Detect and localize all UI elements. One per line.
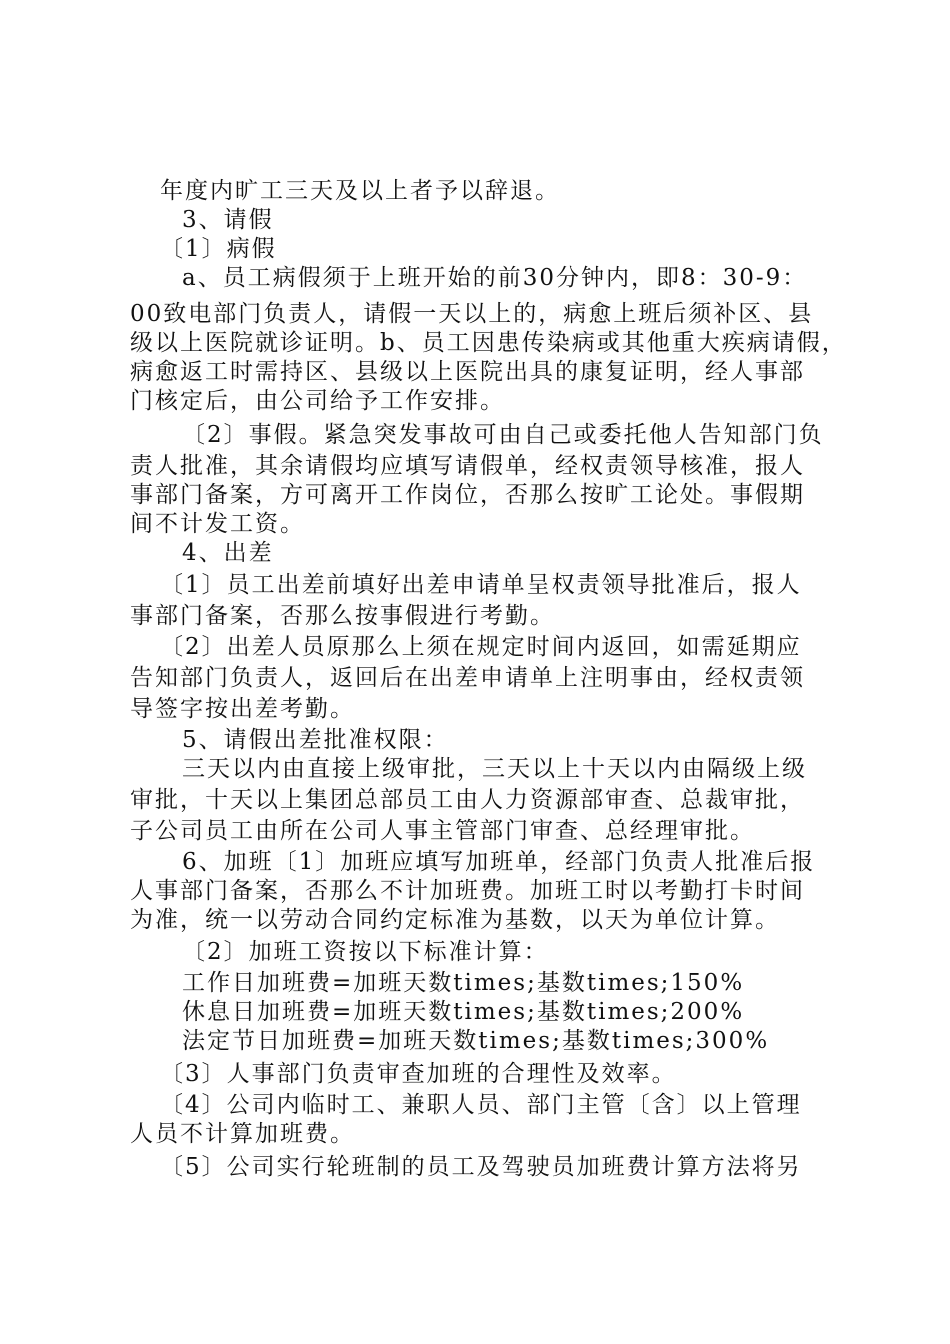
text-line: 事部门备案，方可离开工作岗位，否那么按旷工论处。事假期 [130, 482, 805, 508]
text-line: 年度内旷工三天及以上者予以辞退。 [160, 178, 560, 204]
subsection-heading: 〔1〕病假 [160, 236, 277, 262]
text-line: 00致电部门负责人，请假一天以上的，病愈上班后须补区、县 [130, 301, 814, 327]
text-line: 告知部门负责人，返回后在出差申请单上注明事由，经权责领 [130, 665, 805, 691]
text-line: 〔3〕人事部门负责审查加班的合理性及效率。 [160, 1061, 677, 1087]
section-heading: 5、请假出差批准权限： [182, 727, 449, 753]
text-line: a、员工病假须于上班开始的前30分钟内，即8：30-9： [182, 265, 808, 291]
text-line: 三天以内由直接上级审批，三天以上十天以内由隔级上级 [182, 756, 807, 782]
text-line: 间不计发工资。 [130, 511, 305, 537]
text-line: 〔4〕公司内临时工、兼职人员、部门主管〔含〕以上管理 [160, 1092, 802, 1118]
section-heading: 3、请假 [182, 207, 274, 233]
formula-line: 工作日加班费=加班天数times;基数times;150% [182, 970, 745, 996]
text-line: 为准，统一以劳动合同约定标准为基数，以天为单位计算。 [130, 907, 780, 933]
text-line: 〔2〕事假。紧急突发事故可由自己或委托他人告知部门负 [182, 422, 824, 448]
text-line: 人员不计算加班费。 [130, 1121, 355, 1147]
formula-line: 法定节日加班费=加班天数times;基数times;300% [182, 1028, 770, 1054]
section-heading: 6、加班〔1〕加班应填写加班单，经部门负责人批准后报 [182, 849, 816, 875]
text-line: 事部门备案，否那么按事假进行考勤。 [130, 603, 555, 629]
text-line: 〔2〕出差人员原那么上须在规定时间内返回，如需延期应 [160, 634, 802, 660]
text-line: 子公司员工由所在公司人事主管部门审查、总经理审批。 [130, 818, 755, 844]
text-line: 人事部门备案，否那么不计加班费。加班工时以考勤打卡时间 [130, 878, 805, 904]
section-heading: 4、出差 [182, 540, 274, 566]
formula-line: 休息日加班费=加班天数times;基数times;200% [182, 999, 745, 1025]
text-line: 〔1〕员工出差前填好出差申请单呈权责领导批准后，报人 [160, 572, 802, 598]
text-line: 审批，十天以上集团总部员工由人力资源部审查、总裁审批， [130, 787, 805, 813]
text-line: 〔5〕公司实行轮班制的员工及驾驶员加班费计算方法将另 [160, 1154, 802, 1180]
text-line: 责人批准，其余请假均应填写请假单，经权责领导核准，报人 [130, 453, 805, 479]
text-line: 门核定后，由公司给予工作安排。 [130, 388, 505, 414]
text-line: 病愈返工时需持区、县级以上医院出具的康复证明，经人事部 [130, 359, 805, 385]
text-line: 〔2〕加班工资按以下标准计算： [182, 939, 549, 965]
text-line: 导签字按出差考勤。 [130, 696, 355, 722]
text-line: 级以上医院就诊证明。b、员工因患传染病或其他重大疾病请假， [130, 330, 847, 356]
